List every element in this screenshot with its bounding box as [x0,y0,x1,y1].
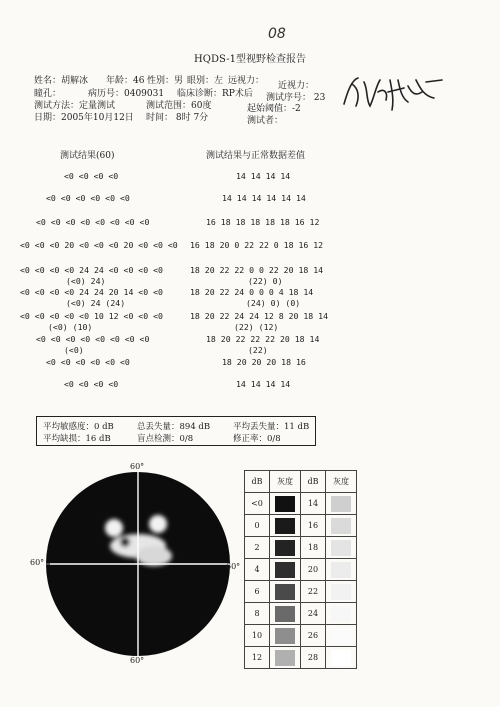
legend-db-right: 14 [301,493,326,515]
legend-gray-left [270,603,301,625]
info-record-no: 病历号：0409031 [88,89,165,99]
right-row-5-paren: (22) 0) [248,276,283,286]
visual-field-svg [30,458,255,673]
gray-swatch [331,540,351,556]
left-row-7: <0 <0 <0 <0 <0 10 12 <0 <0 <0 [20,311,163,321]
left-row-5-paren: (<0) 24) [66,276,106,286]
info-name: 姓名：胡解冰 [34,76,89,86]
info-diagnosis: 临床诊断：RP术后 [177,89,253,99]
gray-swatch [331,562,351,578]
right-row-8: 18 20 22 22 22 20 18 14 [206,334,320,344]
info-far-vision: 远视力： [228,76,265,86]
info-test-range: 测试范围：60度 [146,101,212,111]
gray-swatch [331,518,351,534]
info-eye: 眼别：左 [187,76,224,86]
grayscale-legend [244,470,357,669]
info-date: 日期：2005年10月12日 [34,113,134,123]
left-row-3: <0 <0 <0 <0 <0 <0 <0 <0 [36,217,150,227]
legend-db-left: 8 [245,603,270,625]
left-row-6: <0 <0 <0 <0 24 24 20 14 <0 <0 [20,287,163,297]
left-row-1: <0 <0 <0 <0 [64,171,119,181]
legend-gray-left [270,625,301,647]
summary-avg-loss: 平均丢失量：11 dB [233,422,310,432]
gray-swatch [275,518,295,534]
label-top: 60° [130,462,145,471]
legend-row [245,625,357,647]
legend-gray-right [326,581,357,603]
gray-swatch [331,628,351,644]
left-row-5: <0 <0 <0 <0 24 24 <0 <0 <0 <0 [20,265,163,275]
gray-swatch [331,650,351,666]
info-test-no: 测试序号： 23 [266,93,326,103]
legend-row [245,647,357,669]
info-test-method: 测试方法：定量测试 [34,101,116,111]
gray-swatch [331,584,351,600]
legend-row [245,603,357,625]
info-age: 年龄：46 [106,76,145,86]
gray-swatch [275,562,295,578]
legend-db-right: 20 [301,559,326,581]
left-row-8-paren: (<0) [64,345,84,355]
legend-gray-left [270,559,301,581]
legend-header [245,471,357,493]
summary-avg-defect: 平均缺损：16 dB [43,434,111,444]
info-sex: 性别：男 [147,76,184,86]
legend-gray-right [326,537,357,559]
right-row-6-paren: (24) 0) (0) [246,298,301,308]
visual-field-chart [30,458,255,673]
legend-row [245,559,357,581]
legend-db-left: 12 [245,647,270,669]
legend-gray-right [326,515,357,537]
legend-db-left: <0 [245,493,270,515]
gray-swatch [331,496,351,512]
gray-swatch [275,540,295,556]
legend-gray-left [270,515,301,537]
summary-box [36,416,316,446]
summary-blind-spot: 盲点检测：0/8 [137,434,194,444]
summary-avg-sensitivity: 平均敏感度：0 dB [43,422,114,432]
gray-swatch [275,628,295,644]
legend-db-left: 2 [245,537,270,559]
legend-body [245,493,357,669]
legend-db-left: 10 [245,625,270,647]
right-row-1: 14 14 14 14 [236,171,291,181]
right-row-3: 16 18 18 18 18 18 16 12 [206,217,320,227]
right-row-6: 18 20 22 24 0 0 0 4 18 14 [190,287,314,297]
left-row-4: <0 <0 <0 20 <0 <0 <0 20 <0 <0 <0 [20,240,178,250]
gray-swatch [275,496,295,512]
legend-gray-left [270,493,301,515]
legend-gray-left [270,581,301,603]
legend-gray-right [326,625,357,647]
gray-swatch [275,650,295,666]
legend-row [245,515,357,537]
label-left: 60° [30,558,45,567]
legend-header-gray-right: 灰度 [326,471,357,493]
results-left-title: 测试结果(60) [60,151,115,161]
left-row-2: <0 <0 <0 <0 <0 <0 [46,193,130,203]
legend-header-gray-left: 灰度 [270,471,301,493]
gray-swatch [275,606,295,622]
legend-gray-left [270,647,301,669]
legend-db-right: 18 [301,537,326,559]
right-row-10: 14 14 14 14 [236,379,291,389]
right-row-4: 16 18 20 0 22 22 0 18 16 12 [190,240,324,250]
legend-db-right: 16 [301,515,326,537]
legend-db-right: 26 [301,625,326,647]
label-bottom: 60° [130,656,145,665]
legend-header-db-right: dB [301,471,326,493]
legend-db-right: 24 [301,603,326,625]
legend-row [245,537,357,559]
legend-gray-right [326,493,357,515]
signature [338,70,448,114]
legend-db-left: 6 [245,581,270,603]
right-row-7: 18 20 22 24 24 12 8 20 18 14 [190,311,329,321]
summary-correction-rate: 修正率：0/8 [233,434,281,444]
results-right-title: 测试结果与正常数据差值 [206,151,306,161]
legend-gray-right [326,559,357,581]
legend-header-db-left: dB [245,471,270,493]
right-row-8-paren: (22) [248,345,268,355]
gray-swatch [275,584,295,600]
legend-gray-left [270,537,301,559]
legend-gray-right [326,603,357,625]
left-row-10: <0 <0 <0 <0 [64,379,119,389]
left-row-8: <0 <0 <0 <0 <0 <0 <0 <0 [36,334,150,344]
summary-total-loss: 总丢失量：894 dB [137,422,211,432]
right-row-7-paren: (22) (12) [234,322,279,332]
handwritten-number: 08 [268,26,286,42]
info-pupil: 瞳孔： [34,89,62,99]
left-row-7-paren: (<0) (10) [48,322,93,332]
right-row-5: 18 20 22 22 0 0 22 20 18 14 [190,265,324,275]
legend-row [245,493,357,515]
left-row-9: <0 <0 <0 <0 <0 <0 [46,357,130,367]
legend-db-right: 22 [301,581,326,603]
label-right: 60° [226,562,241,571]
legend-db-left: 0 [245,515,270,537]
legend-db-right: 28 [301,647,326,669]
info-start-threshold: 起始阈值：-2 [247,104,301,114]
info-time: 时间： 8时 7分 [146,113,209,123]
info-tester: 测试者： [247,116,284,126]
legend-row [245,581,357,603]
report-title: HQDS-1型视野检查报告 [194,54,306,65]
gray-swatch [331,606,351,622]
left-row-6-paren: (<0) 24 (24) [66,298,126,308]
legend-gray-right [326,647,357,669]
info-near-vision: 近视力： [278,81,315,91]
right-row-2: 14 14 14 14 14 14 [222,193,306,203]
legend-db-left: 4 [245,559,270,581]
right-row-9: 18 20 20 20 18 16 [222,357,306,367]
